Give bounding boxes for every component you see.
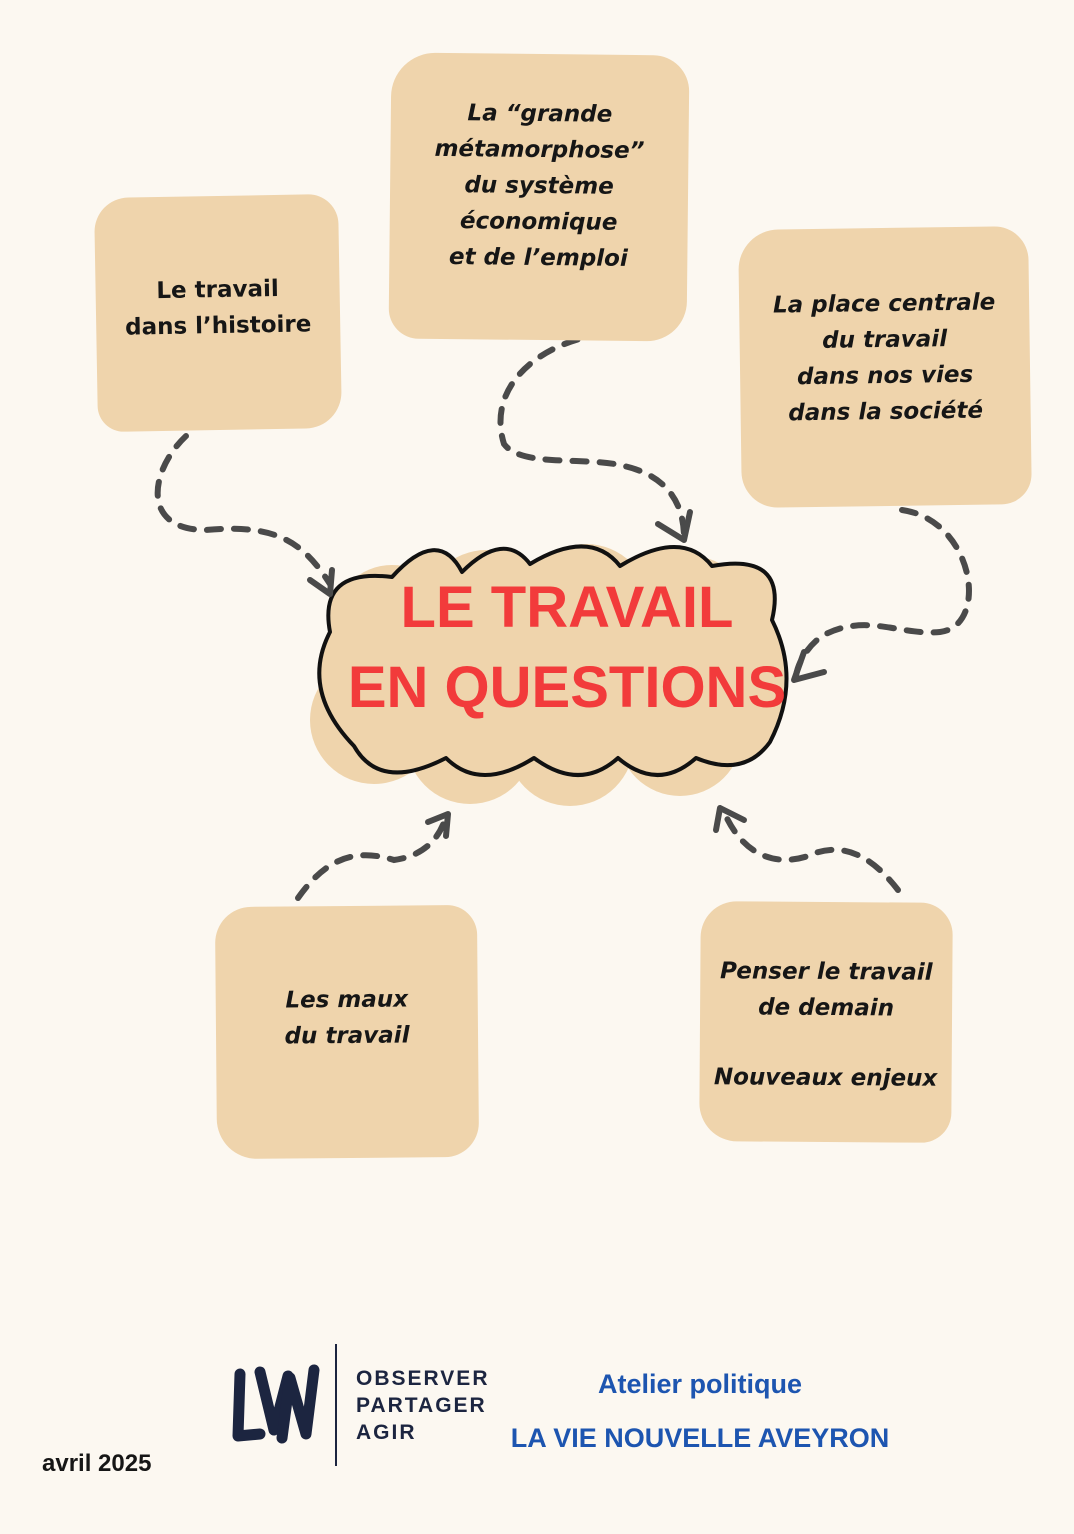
- topic-text: Le travail: [156, 275, 280, 305]
- motto: [356, 1365, 489, 1446]
- topic-text: Nouveaux enjeux: [713, 1064, 938, 1092]
- topic-text: de demain: [758, 994, 895, 1022]
- topic-note-future: [699, 901, 953, 1143]
- motto-line: OBSERVER: [356, 1367, 490, 1390]
- atelier-line-1: Atelier politique: [597, 1369, 803, 1399]
- topic-text: dans nos vies: [796, 361, 974, 391]
- arrow-ills-to-center: [298, 816, 446, 898]
- arrow-history-to-center: [158, 436, 330, 584]
- topic-text: économique: [459, 208, 618, 236]
- center-title-line-1: LE TRAVAIL: [400, 575, 734, 640]
- topic-text: Penser le travail: [720, 958, 933, 986]
- center-title-line-2: EN QUESTIONS: [347, 655, 787, 720]
- date-label: avril 2025: [42, 1450, 152, 1477]
- motto-line: AGIR: [356, 1421, 417, 1444]
- topic-text: métamorphose”: [434, 135, 645, 165]
- topic-text: dans la société: [788, 397, 984, 427]
- arrow-metamorphosis-to-center: [500, 334, 684, 538]
- motto-line: PARTAGER: [356, 1394, 487, 1417]
- topic-text: du travail: [284, 1022, 410, 1050]
- topic-text: La “grande: [467, 100, 613, 128]
- topic-text: La place centrale: [772, 289, 996, 319]
- topic-text: Les maux: [285, 986, 409, 1014]
- topic-text: dans l’histoire: [124, 311, 312, 341]
- logo-divider: [335, 1344, 337, 1466]
- lvn-logo-icon: [230, 1356, 320, 1448]
- topic-note-central-place: [738, 226, 1032, 508]
- atelier-heading: [510, 1366, 890, 1456]
- topic-note-ills: [215, 905, 479, 1159]
- arrowhead-metamorphosis: [658, 512, 690, 540]
- arrow-central-to-center: [796, 510, 969, 676]
- atelier-line-2: LA VIE NOUVELLE AVEYRON: [510, 1423, 890, 1453]
- center-title: [320, 568, 814, 728]
- topic-text: du travail: [821, 326, 948, 354]
- topic-note-history: [94, 194, 342, 432]
- topic-text: et de l’emploi: [448, 244, 628, 272]
- topic-note-metamorphosis: [389, 52, 690, 341]
- arrow-future-to-center: [724, 812, 898, 890]
- topic-text: du système: [464, 172, 614, 200]
